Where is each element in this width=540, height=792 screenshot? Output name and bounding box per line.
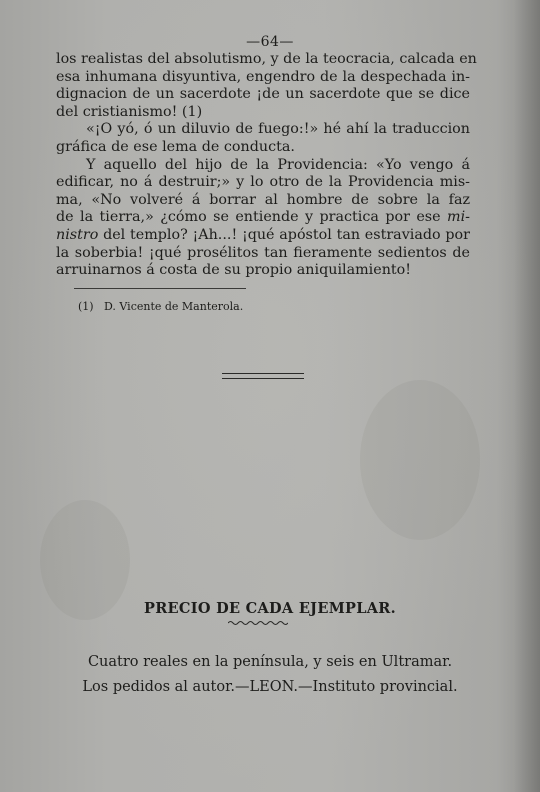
footnote-mark: (1) bbox=[78, 300, 94, 313]
line-text: dignacion de un sacerdote ¡de un sacerdote que se dice bbox=[56, 86, 470, 103]
italic-word: nistro bbox=[56, 226, 99, 243]
paper-stain bbox=[360, 380, 480, 540]
text-line bbox=[56, 245, 470, 263]
text-line bbox=[56, 174, 470, 192]
italic-word: mi- bbox=[447, 209, 470, 226]
line-text: del templo? ¡Ah...! ¡qué apóstol tan estraviado por bbox=[98, 226, 470, 243]
line-text: la soberbia! ¡qué prosélitos tan fieramente sedientos de bbox=[56, 244, 470, 261]
line-text: los realistas del absolutismo, y de la teocracia, calcada en bbox=[56, 51, 477, 67]
wavy-ornament bbox=[228, 620, 288, 626]
text-line bbox=[56, 69, 470, 87]
text-line bbox=[56, 192, 470, 210]
footnote-rule bbox=[74, 288, 246, 289]
line-text: esa inhumana disyuntiva, engendro de la despechada in- bbox=[56, 68, 470, 85]
price-heading: PRECIO DE CADA EJEMPLAR. bbox=[143, 600, 396, 617]
footnote-text: D. Vicente de Manterola. bbox=[104, 300, 244, 313]
text-line bbox=[56, 209, 470, 227]
text-line bbox=[56, 139, 470, 157]
line-text: de la tierra,» ¿cómo se entiende y practica por ese bbox=[56, 209, 448, 226]
line-text: «¡O yó, ó un diluvio de fuego:!» hé ahí la traduccion bbox=[86, 121, 470, 138]
line-text: del cristianismo! (1) bbox=[56, 103, 203, 120]
page-edge-shadow bbox=[514, 0, 540, 792]
line-text: gráfica de ese lema de conducta. bbox=[56, 138, 295, 155]
text-line bbox=[56, 51, 477, 69]
text-line bbox=[56, 262, 470, 280]
text-line bbox=[56, 157, 470, 175]
text-line bbox=[56, 86, 470, 104]
line-text: edificar, no á destruir;» y lo otro de la Providencia mis- bbox=[56, 174, 470, 191]
text-line bbox=[56, 104, 470, 122]
body-text bbox=[56, 51, 477, 280]
price-line-2: Los pedidos al autor.—LEON.—Instituto provincial. bbox=[82, 679, 458, 695]
text-line bbox=[56, 121, 470, 139]
price-line-1: Cuatro reales en la península, y seis en Ultramar. bbox=[87, 654, 453, 670]
footnote bbox=[78, 300, 243, 314]
text-line bbox=[56, 227, 470, 245]
line-text: Y aquello del hijo de la Providencia: «Yo vengo á bbox=[86, 156, 470, 173]
line-text: arruinarnos á costa de su propio aniquilamiento! bbox=[56, 262, 412, 279]
page-number: —64— bbox=[246, 34, 294, 50]
section-divider bbox=[222, 373, 304, 379]
line-text: ma, «No volveré á borrar al hombre de sobre la faz bbox=[56, 191, 470, 208]
